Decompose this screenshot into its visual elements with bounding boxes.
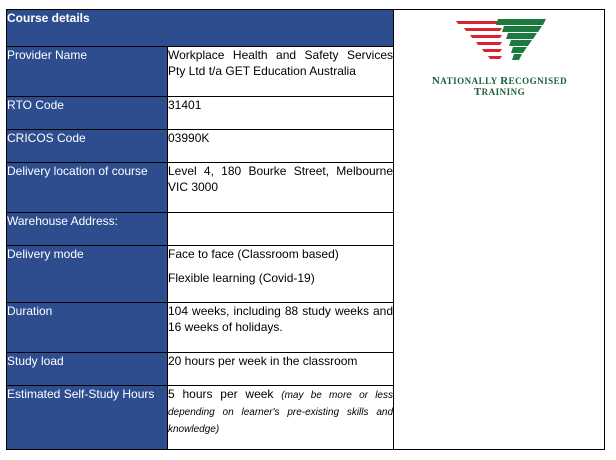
nrt-triangle-icon	[450, 18, 550, 68]
value-delivery-location: Level 4, 180 Bourke Street, Melbourne VIC 3000	[168, 163, 394, 213]
value-cricos-code: 03990K	[168, 130, 394, 163]
value-rto-code: 31401	[168, 97, 394, 130]
label-rto-code: RTO Code	[7, 97, 168, 130]
label-provider-name: Provider Name	[7, 47, 168, 97]
label-duration: Duration	[7, 303, 168, 353]
nrt-wordmark-line1: NATIONALLY RECOGNISED	[431, 75, 568, 87]
label-delivery-location: Delivery location of course	[7, 163, 168, 213]
value-study-load: 20 hours per week in the classroom	[168, 353, 394, 386]
course-details-table	[6, 9, 605, 450]
nrt-logo	[394, 10, 605, 98]
delivery-mode-face-to-face: Face to face (Classroom based)	[168, 247, 339, 261]
label-delivery-mode: Delivery mode	[7, 246, 168, 303]
table-header: Course details	[7, 10, 394, 47]
self-study-note: (may be more or less depending on learner's pre-existing skills and knowledge)	[168, 390, 394, 435]
value-warehouse-address	[168, 213, 394, 246]
value-provider-name: Workplace Health and Safety Services Pty Ltd t/a GET Education Australia	[168, 47, 394, 97]
logo-cell	[394, 10, 605, 450]
value-duration: 104 weeks, including 88 study weeks and 16 weeks of holidays.	[168, 303, 394, 353]
label-warehouse-address: Warehouse Address:	[7, 213, 168, 246]
label-self-study-hours: Estimated Self-Study Hours	[7, 386, 168, 450]
self-study-hours-text: 5 hours per week	[168, 387, 274, 401]
delivery-mode-flexible: Flexible learning (Covid-19)	[168, 271, 315, 285]
label-cricos-code: CRICOS Code	[7, 130, 168, 163]
value-self-study-hours	[168, 386, 394, 450]
nrt-wordmark-line2: TRAINING	[473, 86, 526, 98]
value-delivery-mode	[168, 246, 394, 303]
label-study-load: Study load	[7, 353, 168, 386]
